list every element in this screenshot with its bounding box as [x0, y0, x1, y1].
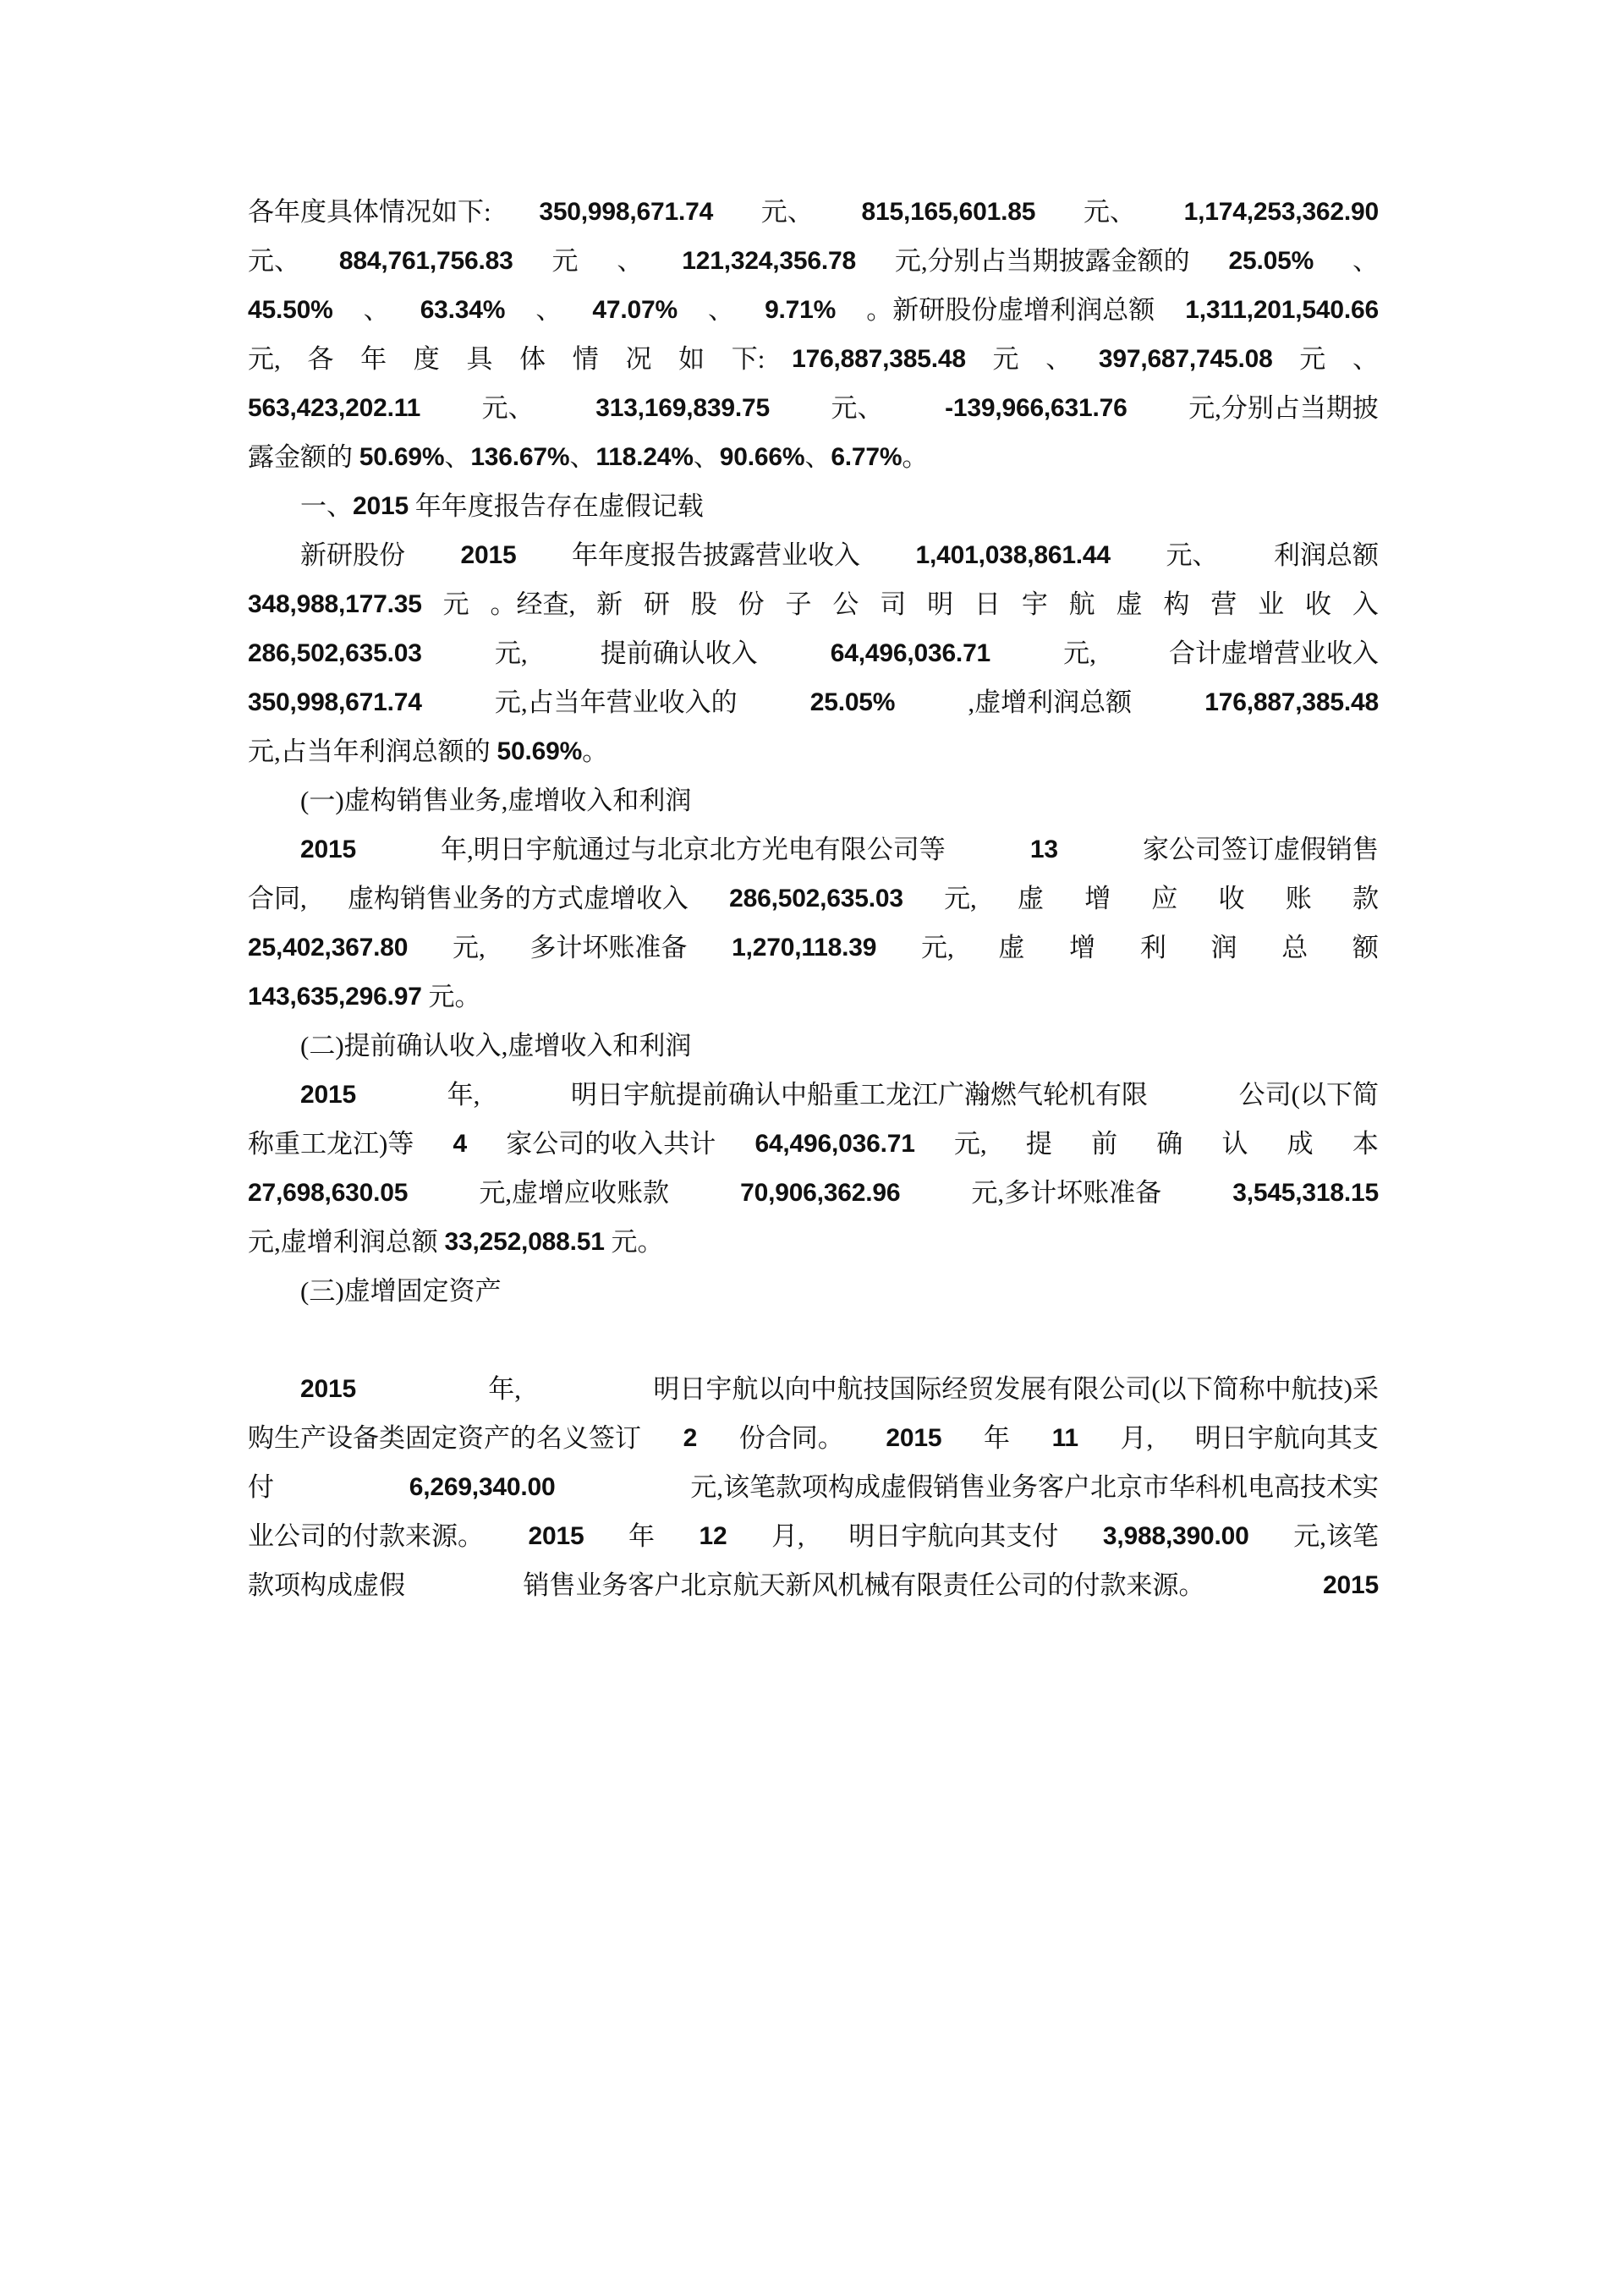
paragraph-line: [248, 923, 1379, 973]
text-token: 元,多计坏账准备: [971, 1178, 1162, 1208]
text-token: 多计坏账准备: [529, 933, 688, 962]
text-token: 元、: [831, 393, 884, 423]
numeric-token: 136.67%: [470, 443, 570, 471]
text-token: 元、: [1166, 540, 1219, 570]
numeric-token: 12: [699, 1522, 727, 1550]
numeric-token: 50.69%: [497, 737, 583, 765]
text-token: 业公司的付款来源。: [248, 1521, 484, 1551]
text-token: 明日宇航向其支: [1194, 1423, 1379, 1453]
numeric-token: 70,906,362.96: [740, 1179, 901, 1207]
paragraph-line: [248, 1561, 1379, 1610]
text-token: 年,明日宇航通过与北京北方光电有限公司等: [441, 835, 946, 864]
text-token: 家公司的收入共计: [506, 1129, 716, 1159]
numeric-token: 64,496,036.71: [830, 639, 991, 667]
text-token: 元、: [760, 197, 814, 227]
numeric-token: 2015: [886, 1424, 942, 1452]
text-token: 年,: [447, 1080, 480, 1110]
text-token: 款项构成虚假: [248, 1570, 405, 1600]
paragraph-line: [248, 237, 1379, 286]
text-token: 收: [1304, 589, 1331, 619]
numeric-token: 350,998,671.74: [248, 688, 422, 716]
document-body: [248, 188, 1379, 1610]
paragraph-line: [248, 1512, 1379, 1561]
vertical-spacer: [248, 1316, 1379, 1365]
paragraph-line: [248, 188, 1379, 237]
text-token: 股: [690, 589, 717, 619]
text-token: 元,: [452, 933, 486, 962]
numeric-token: 2015: [353, 492, 409, 520]
text-token: 。: [902, 442, 929, 472]
text-token: 虚: [1116, 589, 1143, 619]
text-token: 提: [1025, 1129, 1052, 1159]
text-token: 本: [1352, 1129, 1379, 1159]
text-token: 元,: [1063, 638, 1096, 668]
numeric-token: 2: [683, 1424, 698, 1452]
text-token: 家公司签订虚假销售: [1142, 835, 1379, 864]
text-token: 、: [363, 295, 390, 325]
numeric-token: 25,402,367.80: [248, 934, 409, 962]
text-token: 、: [569, 442, 596, 472]
numeric-token: 47.07%: [592, 296, 678, 324]
numeric-token: 2015: [300, 836, 356, 863]
text-token: 月,: [771, 1521, 804, 1551]
text-token: 成: [1287, 1129, 1314, 1159]
text-token: 合计虚增营业收入: [1168, 638, 1379, 668]
numeric-token: 1,174,253,362.90: [1183, 198, 1379, 226]
text-token: 虚构销售业务的方式虚增收入: [347, 884, 689, 913]
paragraph-line: [248, 727, 1379, 776]
text-token: 年: [360, 344, 387, 374]
text-token: 元。: [421, 982, 481, 1011]
text-token: 应: [1151, 884, 1178, 913]
paragraph-line: [248, 286, 1379, 335]
text-token: 体: [519, 344, 546, 374]
numeric-token: 815,165,601.85: [861, 198, 1036, 226]
text-token: 元,该笔: [1293, 1521, 1379, 1551]
numeric-token: 118.24%: [595, 443, 694, 471]
text-token: 增: [1084, 884, 1111, 913]
text-token: 元,: [494, 638, 528, 668]
numeric-token: 90.66%: [719, 443, 805, 471]
text-token: 增: [1069, 933, 1096, 962]
paragraph-line: [248, 776, 1379, 825]
numeric-token: 563,423,202.11: [248, 394, 421, 422]
text-token: 元,虚增利润总额: [248, 1227, 445, 1257]
numeric-token: 9.71%: [765, 296, 837, 324]
text-token: (三)虚增固定资产: [300, 1276, 502, 1306]
text-token: 元,虚增应收账款: [479, 1178, 670, 1208]
numeric-token: 45.50%: [248, 296, 333, 324]
text-token: 元,: [248, 344, 281, 374]
text-token: 入: [1352, 589, 1379, 619]
text-token: 款: [1352, 884, 1379, 913]
text-token: 一、: [300, 491, 353, 521]
numeric-token: 13: [1029, 836, 1058, 863]
text-token: 、: [1352, 344, 1379, 374]
text-token: 元,: [920, 933, 954, 962]
text-token: 元、: [481, 393, 535, 423]
numeric-token: 2015: [528, 1522, 584, 1550]
numeric-token: 313,169,839.75: [595, 394, 770, 422]
text-token: 新研股份: [300, 540, 405, 570]
numeric-token: -139,966,631.76: [945, 394, 1127, 422]
text-token: 明日宇航以向中航技国际经贸发展有限公司(以下简称中航技)采: [653, 1374, 1379, 1404]
text-token: 度: [413, 344, 440, 374]
text-token: 元,: [953, 1129, 987, 1159]
text-token: 构: [1163, 589, 1190, 619]
text-token: 情: [572, 344, 599, 374]
text-token: 明日宇航向其支付: [848, 1521, 1059, 1551]
numeric-token: 884,761,756.83: [338, 247, 513, 275]
text-token: 各年度具体情况如下:: [248, 197, 491, 227]
text-token: 元,占当年营业收入的: [494, 688, 738, 717]
text-token: 、: [617, 246, 644, 276]
paragraph-line: [248, 335, 1379, 384]
text-token: 下:: [731, 344, 765, 374]
text-token: 。经查,: [490, 589, 576, 619]
text-token: 元,该笔款项构成虚假销售业务客户北京市华科机电高技术实: [690, 1472, 1379, 1502]
numeric-token: 286,502,635.03: [248, 639, 422, 667]
text-token: 研: [643, 589, 670, 619]
numeric-token: 27,698,630.05: [248, 1179, 409, 1207]
text-token: 元: [442, 589, 469, 619]
text-token: (二)提前确认收入,虚增收入和利润: [300, 1031, 692, 1060]
numeric-token: 176,887,385.48: [792, 345, 966, 373]
text-token: 。: [582, 737, 609, 766]
numeric-token: 2015: [300, 1081, 356, 1109]
numeric-token: 25.05%: [1228, 247, 1314, 275]
text-token: 元、: [1083, 197, 1136, 227]
numeric-token: 176,887,385.48: [1204, 688, 1379, 716]
paragraph-line: [248, 1169, 1379, 1218]
text-token: 虚: [998, 933, 1025, 962]
text-token: 、: [535, 295, 562, 325]
paragraph-line: [248, 973, 1379, 1022]
text-token: 、: [708, 295, 734, 325]
numeric-token: 121,324,356.78: [682, 247, 856, 275]
text-token: 宇: [1021, 589, 1048, 619]
text-token: 元。: [604, 1227, 664, 1257]
text-token: 、: [1352, 246, 1379, 276]
text-token: 销售业务客户北京航天新风机械有限责任公司的付款来源。: [523, 1570, 1205, 1600]
text-token: 年: [628, 1521, 656, 1551]
text-token: 元、: [248, 246, 300, 276]
numeric-token: 50.69%: [359, 443, 445, 471]
paragraph-line: [248, 580, 1379, 629]
text-token: 况: [625, 344, 652, 374]
section-heading-line: [248, 482, 1379, 531]
text-token: 元,占当年利润总额的: [248, 737, 497, 766]
numeric-token: 3,988,390.00: [1102, 1522, 1249, 1550]
numeric-token: 1,270,118.39: [732, 934, 877, 962]
text-token: 航: [1068, 589, 1095, 619]
text-token: 合同,: [248, 884, 307, 913]
paragraph-line: [248, 1414, 1379, 1463]
text-token: 露金额的: [248, 442, 359, 472]
paragraph-line: [248, 629, 1379, 678]
text-token: 、: [444, 442, 471, 472]
numeric-token: 350,998,671.74: [539, 198, 714, 226]
text-token: 收: [1218, 884, 1245, 913]
paragraph-line: [248, 433, 1379, 482]
numeric-token: 286,502,635.03: [729, 885, 903, 912]
text-token: 营: [1210, 589, 1237, 619]
numeric-token: 2015: [460, 541, 517, 569]
text-token: 月,: [1120, 1423, 1154, 1453]
numeric-token: 25.05%: [809, 688, 896, 716]
text-token: 元,: [944, 884, 977, 913]
text-token: 。新研股份虚增利润总额: [866, 295, 1155, 325]
paragraph-line: [248, 1463, 1379, 1512]
text-token: 司: [880, 589, 907, 619]
text-token: 利润总额: [1273, 540, 1379, 570]
paragraph-line: [248, 1218, 1379, 1267]
text-token: 子: [785, 589, 812, 619]
paragraph-line: [248, 1365, 1379, 1414]
text-token: 提前确认收入: [600, 638, 758, 668]
paragraph-line: [248, 874, 1379, 923]
paragraph-line: [248, 1120, 1379, 1169]
numeric-token: 33,252,088.51: [444, 1228, 605, 1256]
text-token: 前: [1091, 1129, 1118, 1159]
text-token: 公司(以下简: [1238, 1080, 1379, 1110]
text-token: 利: [1139, 933, 1166, 962]
numeric-token: 4: [453, 1130, 468, 1158]
text-token: 、: [693, 442, 720, 472]
numeric-token: 1,401,038,861.44: [915, 541, 1111, 569]
numeric-token: 2015: [300, 1375, 356, 1403]
text-token: 额: [1352, 933, 1379, 962]
numeric-token: 6,269,340.00: [409, 1473, 556, 1501]
paragraph-line: [248, 678, 1379, 727]
paragraph-line: [248, 1267, 1379, 1316]
text-token: 、: [804, 442, 831, 472]
text-token: ,虚增利润总额: [968, 688, 1133, 717]
numeric-token: 397,687,745.08: [1098, 345, 1273, 373]
text-token: 年年度报告存在虚假记载: [408, 491, 704, 521]
numeric-token: 11: [1051, 1424, 1078, 1452]
text-token: 付: [248, 1472, 274, 1502]
text-token: 元: [551, 246, 579, 276]
text-token: 具: [466, 344, 493, 374]
text-token: 公: [832, 589, 859, 619]
text-token: 明: [927, 589, 954, 619]
numeric-token: 6.77%: [831, 443, 903, 471]
text-token: 总: [1281, 933, 1309, 962]
text-token: 、: [1045, 344, 1073, 374]
numeric-token: 63.34%: [420, 296, 506, 324]
text-token: 称重工龙江)等: [248, 1129, 414, 1159]
text-token: 年,: [488, 1374, 522, 1404]
text-token: 账: [1285, 884, 1312, 913]
text-token: 虚: [1018, 884, 1044, 913]
text-token: 元: [992, 344, 1019, 374]
text-token: 份: [738, 589, 765, 619]
text-token: 元: [1299, 344, 1326, 374]
text-token: 润: [1210, 933, 1237, 962]
text-token: 业: [1258, 589, 1285, 619]
text-token: (一)虚构销售业务,虚增收入和利润: [300, 786, 692, 815]
text-token: 元,分别占当期披: [1188, 393, 1379, 423]
numeric-token: 3,545,318.15: [1232, 1179, 1379, 1207]
numeric-token: 64,496,036.71: [754, 1130, 915, 1158]
paragraph-line: [248, 1071, 1379, 1120]
text-token: 年年度报告披露营业收入: [572, 540, 861, 570]
paragraph-line: [248, 825, 1379, 874]
numeric-token: 348,988,177.35: [248, 590, 422, 618]
text-token: 年: [983, 1423, 1010, 1453]
text-token: 购生产设备类固定资产的名义签订: [248, 1423, 641, 1453]
text-token: 认: [1221, 1129, 1248, 1159]
numeric-token: 2015: [1323, 1571, 1379, 1599]
text-token: 日: [974, 589, 1001, 619]
text-token: 确: [1156, 1129, 1183, 1159]
paragraph-line: [248, 531, 1379, 580]
text-token: 份合同。: [738, 1423, 844, 1453]
numeric-token: 1,311,201,540.66: [1185, 296, 1379, 324]
text-token: 新: [596, 589, 623, 619]
text-token: 各: [307, 344, 334, 374]
text-token: 如: [678, 344, 705, 374]
numeric-token: 143,635,296.97: [248, 983, 422, 1011]
paragraph-line: [248, 384, 1379, 433]
text-token: 明日宇航提前确认中船重工龙江广瀚燃气轮机有限: [571, 1080, 1149, 1110]
text-token: 元,分别占当期披露金额的: [894, 246, 1190, 276]
paragraph-line: [248, 1022, 1379, 1071]
